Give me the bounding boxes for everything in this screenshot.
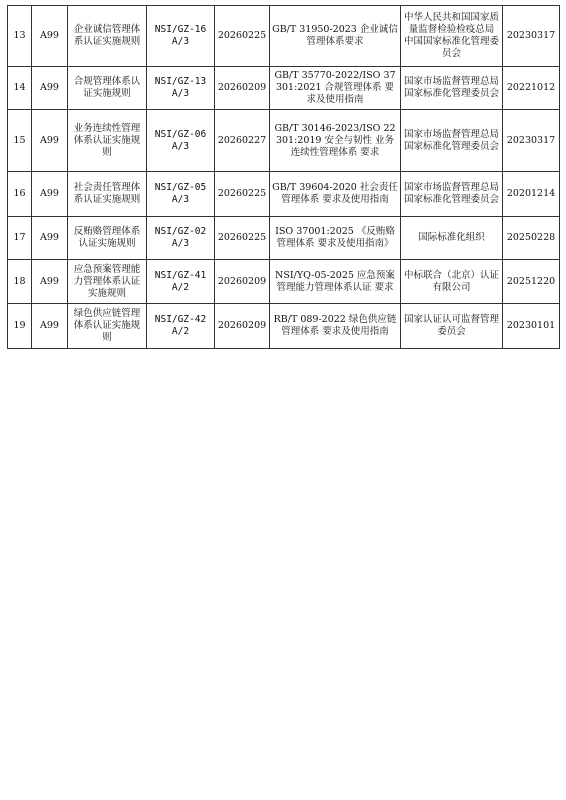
row-seq: 19	[8, 304, 32, 349]
row-standard-date: 20221012	[503, 67, 560, 110]
row-seq: 16	[8, 172, 32, 217]
row-seq: 14	[8, 67, 32, 110]
row-issuer: 国际标准化组织	[401, 217, 503, 260]
row-seq: 15	[8, 110, 32, 172]
certification-rules-table	[7, 5, 560, 349]
row-seq: 18	[8, 260, 32, 304]
row-issuer: 国家市场监督管理总局 国家标准化管理委员会	[401, 110, 503, 172]
row-standard: ISO 37001:2025 《反贿赂管理体系 要求及使用指南》	[270, 217, 401, 260]
row-rule-name: 应急预案管理能力管理体系认证实施规则	[68, 260, 147, 304]
row-effective-date: 20260209	[215, 260, 270, 304]
row-standard-date: 20201214	[503, 172, 560, 217]
row-rule-number: NSI/GZ-06 A/3	[147, 110, 215, 172]
table-row	[8, 67, 560, 110]
row-rule-number: NSI/GZ-05 A/3	[147, 172, 215, 217]
table-row	[8, 172, 560, 217]
row-code: A99	[32, 6, 68, 67]
table-row	[8, 217, 560, 260]
table-row	[8, 304, 560, 349]
row-effective-date: 20260225	[215, 172, 270, 217]
row-standard: NSI/YQ-05-2025 应急预案管理能力管理体系认证 要求	[270, 260, 401, 304]
row-issuer: 中标联合（北京）认证有限公司	[401, 260, 503, 304]
row-rule-name: 合规管理体系认证实施规则	[68, 67, 147, 110]
row-effective-date: 20260209	[215, 67, 270, 110]
row-seq: 13	[8, 6, 32, 67]
row-rule-name: 绿色供应链管理体系认证实施规则	[68, 304, 147, 349]
row-standard: GB/T 39604-2020 社会责任管理体系 要求及使用指南	[270, 172, 401, 217]
row-issuer: 国家认证认可监督管理委员会	[401, 304, 503, 349]
row-code: A99	[32, 304, 68, 349]
row-seq: 17	[8, 217, 32, 260]
row-code: A99	[32, 110, 68, 172]
table-body	[8, 6, 560, 349]
row-rule-number: NSI/GZ-41 A/2	[147, 260, 215, 304]
table-row	[8, 260, 560, 304]
row-rule-number: NSI/GZ-16 A/3	[147, 6, 215, 67]
row-standard-date: 20230317	[503, 6, 560, 67]
row-standard-date: 20251220	[503, 260, 560, 304]
table-row	[8, 6, 560, 67]
row-code: A99	[32, 67, 68, 110]
row-rule-number: NSI/GZ-13 A/3	[147, 67, 215, 110]
row-standard: GB/T 30146-2023/ISO 22301:2019 安全与韧性 业务连续性管理体系 要求	[270, 110, 401, 172]
row-standard-date: 20250228	[503, 217, 560, 260]
row-issuer: 中华人民共和国国家质量监督检验检疫总局 中国国家标准化管理委员会	[401, 6, 503, 67]
row-rule-number: NSI/GZ-42 A/2	[147, 304, 215, 349]
row-rule-name: 社会责任管理体系认证实施规则	[68, 172, 147, 217]
row-standard: GB/T 35770-2022/ISO 37301:2021 合规管理体系 要求及使用指南	[270, 67, 401, 110]
row-rule-number: NSI/GZ-02 A/3	[147, 217, 215, 260]
row-code: A99	[32, 172, 68, 217]
row-standard: RB/T 089-2022 绿色供应链管理体系 要求及使用指南	[270, 304, 401, 349]
row-issuer: 国家市场监督管理总局 国家标准化管理委员会	[401, 172, 503, 217]
row-code: A99	[32, 217, 68, 260]
row-effective-date: 20260225	[215, 6, 270, 67]
row-effective-date: 20260227	[215, 110, 270, 172]
row-issuer: 国家市场监督管理总局 国家标准化管理委员会	[401, 67, 503, 110]
row-rule-name: 企业诚信管理体系认证实施规则	[68, 6, 147, 67]
row-standard-date: 20230317	[503, 110, 560, 172]
row-standard-date: 20230101	[503, 304, 560, 349]
row-rule-name: 反贿赂管理体系认证实施规则	[68, 217, 147, 260]
row-effective-date: 20260225	[215, 217, 270, 260]
row-standard: GB/T 31950-2023 企业诚信管理体系要求	[270, 6, 401, 67]
table-row	[8, 110, 560, 172]
row-rule-name: 业务连续性管理体系认证实施规则	[68, 110, 147, 172]
row-code: A99	[32, 260, 68, 304]
row-effective-date: 20260209	[215, 304, 270, 349]
